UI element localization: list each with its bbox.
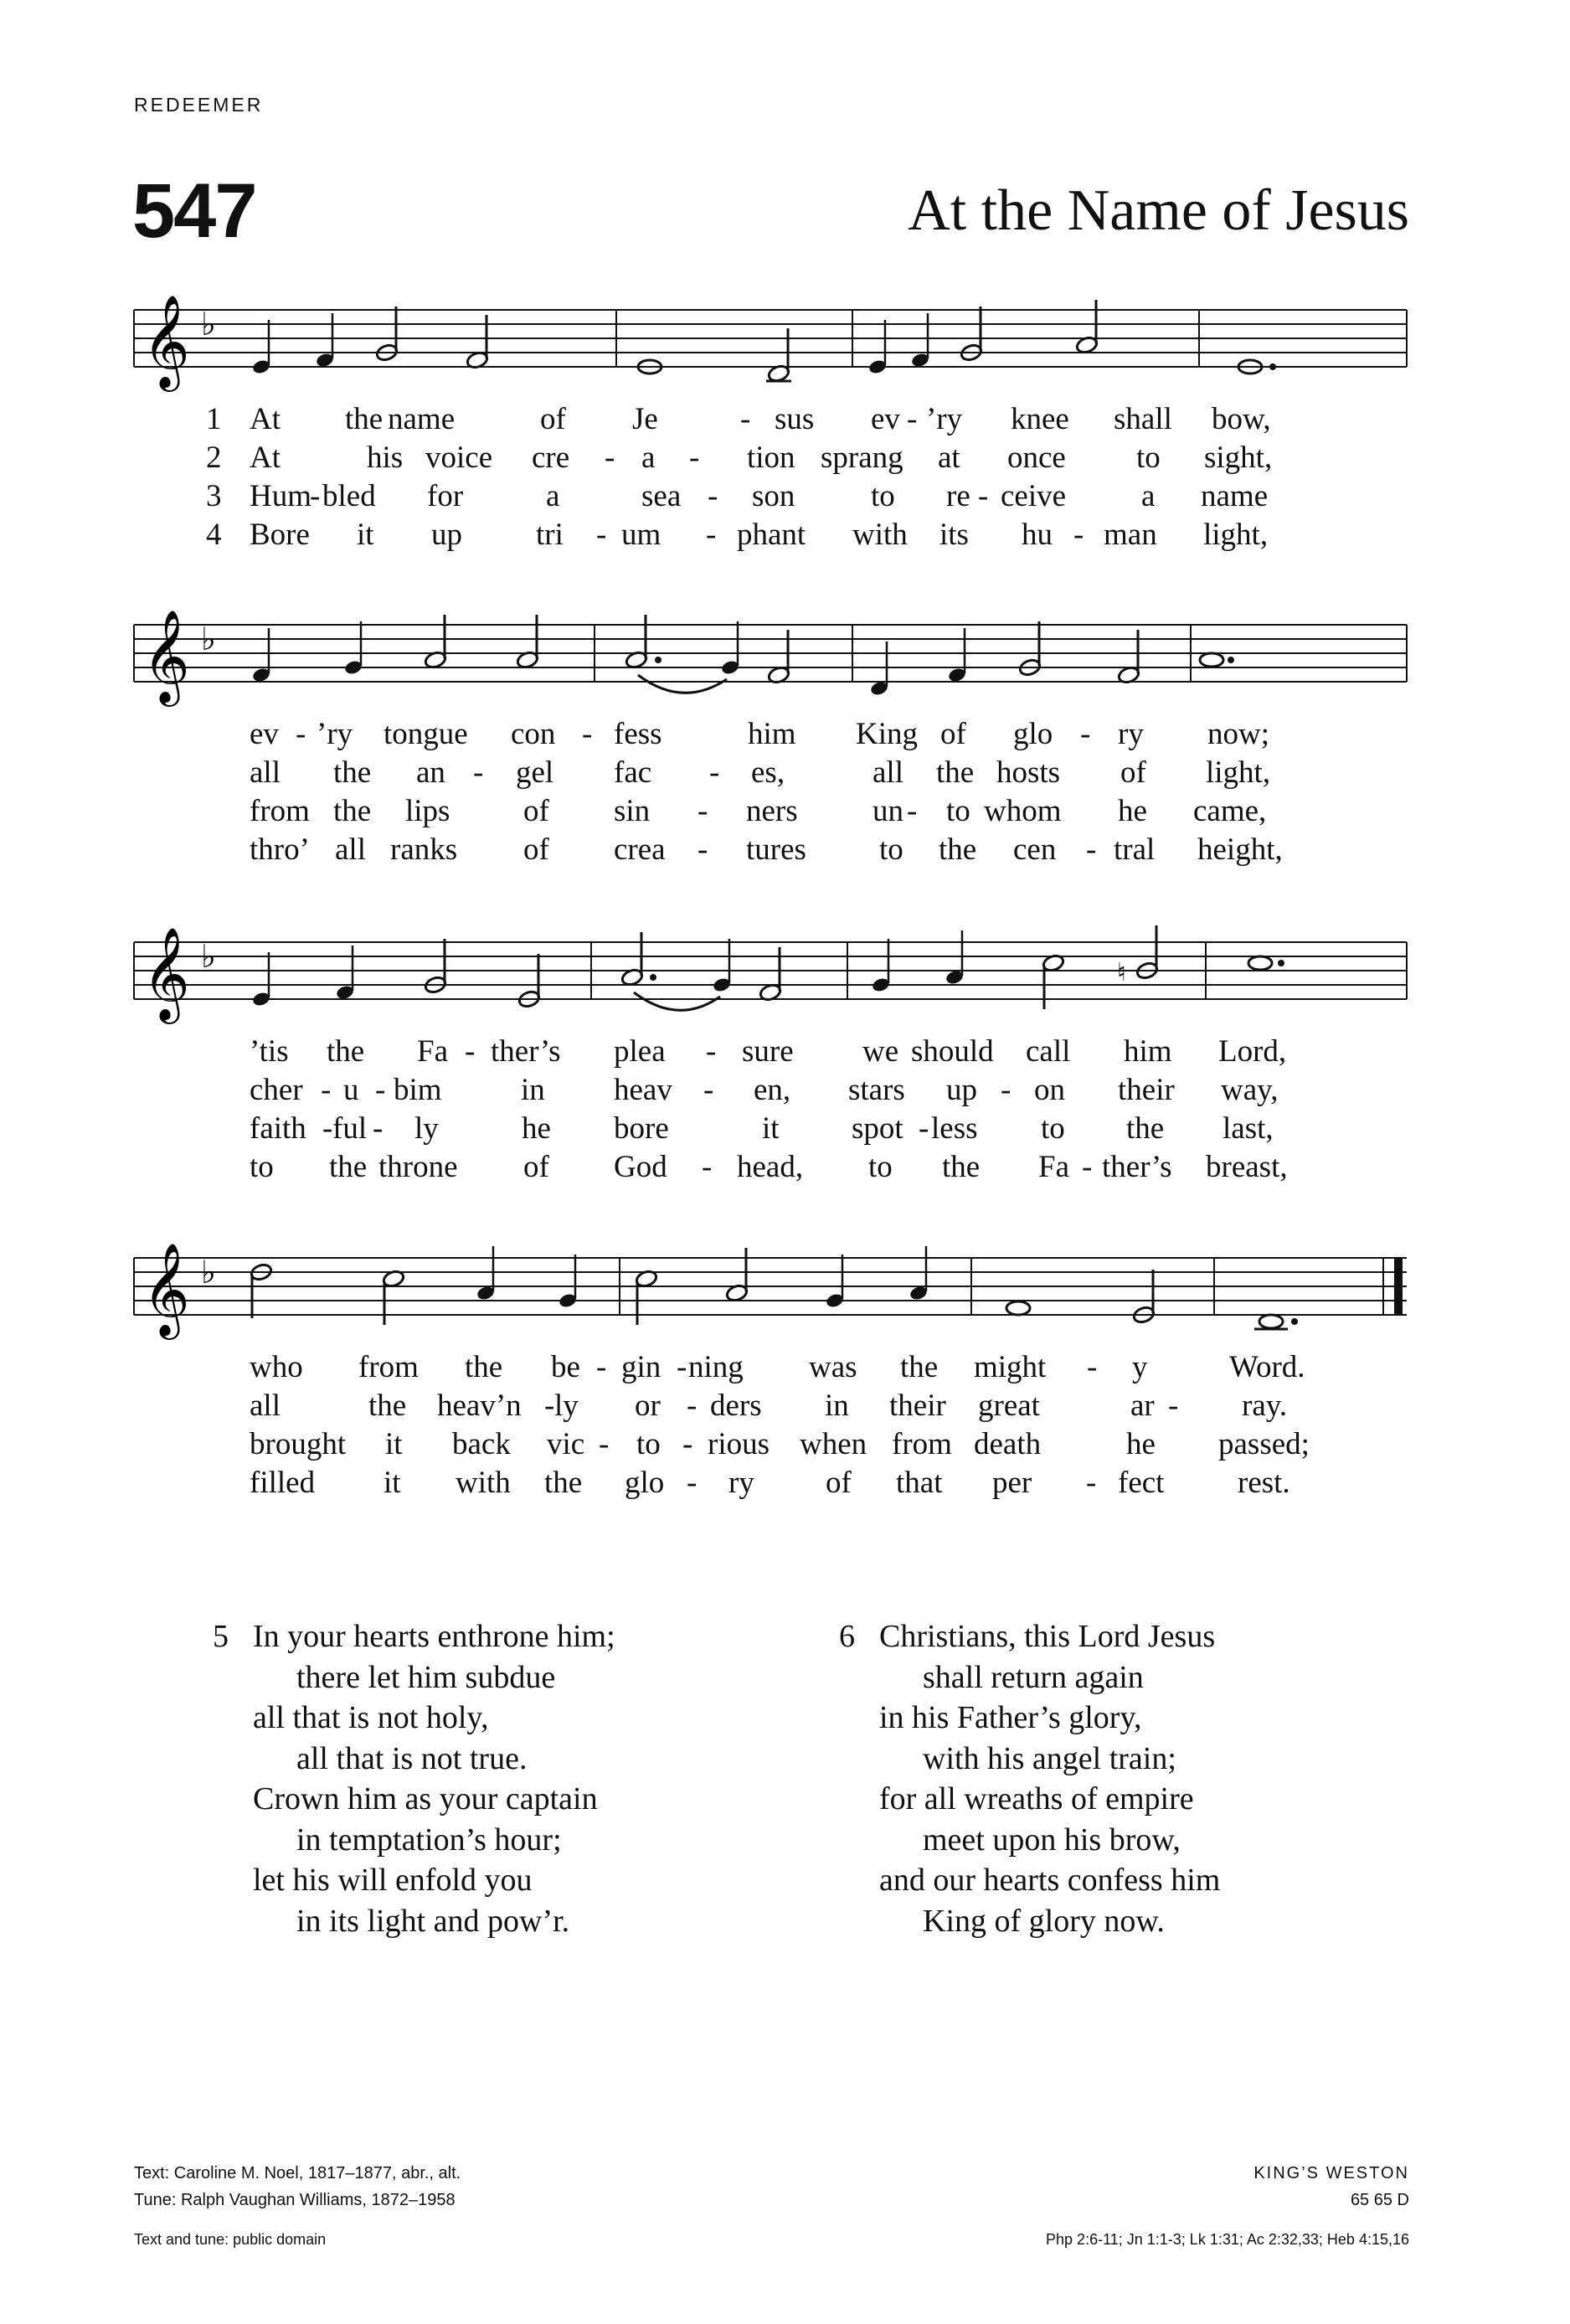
lyric-syllable: tongue — [383, 717, 468, 751]
lyric-syllable: brought — [250, 1427, 347, 1461]
lyric-syllable: of — [826, 1466, 852, 1500]
treble-clef-icon: 𝄞 — [142, 294, 190, 388]
stanza-line: Christians, this Lord Jesus — [879, 1619, 1216, 1654]
stanza-line: meet upon his brow, — [923, 1822, 1181, 1858]
lyric-syllable: ly — [414, 1111, 439, 1146]
lyric-syllable: he — [1118, 794, 1147, 828]
lyric-syllable: con — [511, 717, 556, 751]
lyric-syllable: Word. — [1229, 1350, 1305, 1384]
lyric-syllable: the — [1126, 1111, 1165, 1146]
lyric-syllable: bow, — [1212, 402, 1271, 436]
stanza-line: for all wreaths of empire — [879, 1781, 1194, 1816]
lyric-syllable: to — [1136, 441, 1161, 475]
lyric-syllable: a — [1141, 479, 1156, 513]
lyric-syllable: of — [523, 1150, 549, 1184]
lyric-syllable: - — [682, 1427, 693, 1461]
lyric-syllable: ray. — [1242, 1389, 1288, 1423]
lyric-syllable: bim — [394, 1073, 442, 1107]
lyric-syllable: the — [544, 1466, 583, 1500]
lyric-syllable: the — [368, 1389, 407, 1423]
hymn-number: 547 — [132, 168, 256, 254]
lyric-syllable: - — [740, 402, 751, 436]
lyric-syllable: for — [427, 479, 464, 513]
lyric-syllable: faith — [250, 1111, 306, 1146]
lyric-syllable: to — [879, 832, 903, 867]
lyric-syllable: to — [1041, 1111, 1065, 1146]
lyric-syllable: on — [1034, 1073, 1065, 1107]
lyric-syllable: name — [388, 402, 456, 436]
lyric-syllable: - — [907, 402, 918, 436]
lyric-syllable: cre — [532, 441, 570, 475]
lyric-syllable: - — [321, 1073, 332, 1107]
lyric-syllable: bled — [322, 479, 376, 513]
lyric-syllable: sus — [775, 402, 815, 436]
stanza-6 — [839, 1616, 1221, 1941]
lyric-syllable: - — [375, 1073, 386, 1107]
lyric-syllable: gin — [621, 1350, 661, 1384]
lyric-syllable: death — [974, 1427, 1042, 1461]
lyric-syllable: phant — [737, 518, 806, 552]
lyric-syllable: of — [523, 832, 549, 867]
lyric-syllable: plea — [614, 1034, 666, 1069]
lyric-syllable: - — [677, 1350, 687, 1384]
lyric-syllable: the — [327, 1034, 365, 1069]
lyric-syllable: an — [416, 755, 445, 790]
lyric-syllable: - — [1087, 1350, 1098, 1384]
verse-number: 4 — [206, 518, 222, 552]
lyric-syllable: - — [1001, 1073, 1011, 1107]
lyric-syllable: should — [911, 1034, 994, 1069]
lyric-syllable: ’ry — [317, 717, 353, 751]
lyric-syllable: who — [250, 1350, 303, 1384]
stanza-line: all that is not true. — [296, 1740, 528, 1776]
lyric-syllable: less — [931, 1111, 978, 1146]
lyric-syllable: ry — [1118, 717, 1144, 751]
lyric-syllable: back — [452, 1427, 511, 1461]
lyric-syllable: Bore — [250, 518, 310, 552]
lyric-syllable: great — [978, 1389, 1040, 1423]
lyric-syllable: tion — [747, 441, 795, 475]
lyric-syllable: ners — [746, 794, 798, 828]
lyric-syllable: fess — [614, 717, 662, 751]
lyric-syllable: - — [1080, 717, 1091, 751]
lyric-syllable: ’ry — [926, 402, 963, 436]
lyric-syllable: in — [521, 1073, 545, 1107]
lyric-syllable: ther’s — [1102, 1150, 1172, 1184]
tune-credit: Tune: Ralph Vaughan Williams, 1872–1958 — [134, 2191, 456, 2209]
lyric-syllable: - — [544, 1389, 555, 1423]
slur-icon — [638, 675, 727, 693]
stanza-line: all that is not holy, — [253, 1700, 489, 1735]
lyric-syllable: - — [709, 755, 720, 790]
lyric-syllable: stars — [848, 1073, 905, 1107]
natural-sign-icon: ♮ — [1117, 958, 1126, 987]
lyric-syllable: - — [599, 1427, 610, 1461]
lyric-syllable: all — [335, 832, 366, 867]
lyric-syllable: from — [358, 1350, 419, 1384]
stanza-line: in temptation’s hour; — [296, 1822, 562, 1858]
scripture-references: Php 2:6-11; Jn 1:1-3; Lk 1:31; Ac 2:32,33; Heb 4:15,16 — [1046, 2231, 1409, 2248]
lyric-syllable: - — [697, 794, 708, 828]
lyric-syllable: with — [456, 1466, 511, 1500]
lyric-syllable: of — [1120, 755, 1146, 790]
lyric-syllable: to — [871, 479, 895, 513]
music-system-1 — [0, 285, 1570, 586]
lyric-syllable: shall — [1114, 402, 1172, 436]
lyric-syllable: gel — [516, 755, 554, 790]
lyric-syllable: his — [367, 441, 404, 475]
lyric-syllable: rest. — [1238, 1466, 1290, 1500]
stanza-line: let his will enfold you — [253, 1863, 533, 1898]
lyric-syllable: ranks — [390, 832, 458, 867]
treble-clef-icon: 𝄞 — [142, 926, 190, 1020]
stanza-line: and our hearts confess him — [879, 1863, 1221, 1898]
lyric-syllable: son — [752, 479, 795, 513]
flat-key-signature-icon: ♭ — [201, 621, 216, 657]
tune-name: KING’S WESTON — [1253, 2164, 1409, 2182]
lyric-syllable: the — [939, 832, 977, 867]
lyric-syllable: might — [974, 1350, 1047, 1384]
lyric-syllable: spot — [852, 1111, 903, 1146]
lyric-syllable: un — [873, 794, 903, 828]
hymn-title: At the Name of Jesus — [908, 178, 1409, 243]
lyric-syllable: knee — [1011, 402, 1069, 436]
lyric-syllable: the — [942, 1150, 981, 1184]
lyric-syllable: Hum — [250, 479, 311, 513]
stanza-line: there let him subdue — [296, 1659, 556, 1695]
lyric-syllable: sprang — [821, 441, 903, 475]
lyric-syllable: re — [946, 479, 970, 513]
lyric-syllable: - — [702, 1150, 713, 1184]
lyric-syllable: with — [852, 518, 908, 552]
slur-icon — [634, 992, 720, 1010]
lyric-syllable: name — [1201, 479, 1269, 513]
lyric-syllable: throne — [378, 1150, 458, 1184]
lyric-syllable: the — [936, 755, 975, 790]
lyric-syllable: tral — [1114, 832, 1156, 867]
lyric-syllable: at — [938, 441, 960, 475]
lyric-syllable: glo — [1013, 717, 1053, 751]
lyric-syllable: up — [946, 1073, 977, 1107]
lyric-syllable: him — [1124, 1034, 1172, 1069]
lyric-syllable: At — [250, 402, 281, 436]
flat-key-signature-icon: ♭ — [201, 938, 216, 975]
lyric-syllable: passed; — [1218, 1427, 1310, 1461]
lyric-syllable: - — [978, 479, 989, 513]
lyric-syllable: - — [907, 794, 918, 828]
lyric-syllable: to — [946, 794, 970, 828]
lyric-syllable: ly — [554, 1389, 579, 1423]
lyric-syllable: ’tis — [250, 1034, 289, 1069]
lyric-syllable: when — [800, 1427, 867, 1461]
lyric-syllable: u — [343, 1073, 359, 1107]
lyric-syllable: - — [322, 1111, 333, 1146]
staff-1 — [0, 285, 1570, 410]
lyric-syllable: hu — [1022, 518, 1053, 552]
lyric-syllable: ceive — [1001, 479, 1067, 513]
lyric-syllable: Je — [632, 402, 658, 436]
lyric-syllable: that — [896, 1466, 943, 1500]
lyric-syllable: rious — [708, 1427, 770, 1461]
lyric-syllable: the — [345, 402, 383, 436]
lyric-syllable: - — [465, 1034, 476, 1069]
lyric-syllable: of — [523, 794, 549, 828]
flat-key-signature-icon: ♭ — [201, 1254, 216, 1291]
lyric-syllable: tures — [746, 832, 806, 867]
lyric-syllable: to — [250, 1150, 274, 1184]
verse-number: 2 — [206, 441, 222, 475]
lyric-syllable: - — [1086, 832, 1097, 867]
lyric-syllable: - — [706, 518, 717, 552]
treble-clef-icon: 𝄞 — [142, 1242, 190, 1336]
lyric-syllable: its — [939, 518, 969, 552]
lyric-syllable: - — [582, 717, 593, 751]
lyric-syllable: head, — [737, 1150, 804, 1184]
lyric-syllable: sure — [742, 1034, 794, 1069]
stanza-line: Crown him as your captain — [253, 1781, 598, 1816]
lyric-syllable: was — [809, 1350, 857, 1384]
lyric-syllable: way, — [1221, 1073, 1279, 1107]
lyric-syllable: from — [892, 1427, 952, 1461]
lyric-syllable: light, — [1203, 518, 1269, 552]
lyric-syllable: heav — [614, 1073, 672, 1107]
staff-2 — [0, 600, 1570, 725]
lyric-syllable: vic — [547, 1427, 585, 1461]
lyric-syllable: or — [635, 1389, 661, 1423]
staff-4 — [0, 1233, 1570, 1358]
lyric-syllable: ev — [250, 717, 279, 751]
lyric-syllable: - — [310, 479, 321, 513]
lyric-syllable: the — [333, 755, 372, 790]
lyric-syllable: voice — [425, 441, 493, 475]
lyric-syllable: he — [1126, 1427, 1156, 1461]
lyric-syllable: it — [357, 518, 374, 552]
lyric-syllable: cen — [1013, 832, 1057, 867]
stanza-number: 5 — [213, 1619, 229, 1654]
lyric-syllable: in — [825, 1389, 849, 1423]
lyric-syllable: hosts — [996, 755, 1061, 790]
lyric-syllable: light, — [1206, 755, 1271, 790]
lyric-syllable: height, — [1197, 832, 1283, 867]
lyric-syllable: all — [873, 755, 903, 790]
lyric-syllable: their — [889, 1389, 946, 1423]
lyric-syllable: fac — [614, 755, 652, 790]
lyric-syllable: all — [250, 1389, 281, 1423]
lyric-syllable: ning — [688, 1350, 744, 1384]
lyric-syllable: we — [862, 1034, 899, 1069]
stanza-line: shall return again — [923, 1659, 1144, 1695]
lyric-syllable: ev — [871, 402, 900, 436]
stanza-line: in his Father’s glory, — [879, 1700, 1142, 1735]
lyric-syllable: Fa — [417, 1034, 448, 1069]
music-system-4 — [0, 1233, 1570, 1534]
staff-3 — [0, 917, 1570, 1043]
lyric-syllable: Lord, — [1218, 1034, 1287, 1069]
lyric-syllable: - — [1168, 1389, 1179, 1423]
lyric-syllable: King — [856, 717, 918, 751]
lyric-syllable: filled — [250, 1466, 316, 1500]
lyric-syllable: the — [465, 1350, 503, 1384]
verse-number: 3 — [206, 479, 222, 513]
lyric-syllable: - — [919, 1111, 929, 1146]
lyric-syllable: sea — [641, 479, 682, 513]
lyric-syllable: God — [614, 1150, 667, 1184]
lyric-syllable: - — [473, 755, 484, 790]
lyric-syllable: - — [689, 441, 700, 475]
lyric-syllable: to — [868, 1150, 893, 1184]
lyric-syllable: a — [641, 441, 656, 475]
lyric-syllable: their — [1118, 1073, 1175, 1107]
lyric-syllable: - — [1086, 1466, 1097, 1500]
lyric-syllable: - — [596, 1350, 607, 1384]
stanza-line: with his angel train; — [923, 1740, 1176, 1776]
lyric-syllable: came, — [1193, 794, 1267, 828]
lyric-syllable: to — [636, 1427, 661, 1461]
lyric-syllable: es, — [751, 755, 785, 790]
lyric-syllable: - — [605, 441, 615, 475]
lyric-syllable: - — [596, 518, 607, 552]
lyric-syllable: he — [522, 1111, 551, 1146]
lyric-syllable: crea — [614, 832, 666, 867]
lyric-syllable: whom — [984, 794, 1062, 828]
lyric-syllable: the — [900, 1350, 939, 1384]
meter: 65 65 D — [1350, 2191, 1409, 2209]
lyric-syllable: cher — [250, 1073, 303, 1107]
lyric-syllable: - — [697, 832, 708, 867]
lyric-syllable: - — [687, 1466, 697, 1500]
lyric-syllable: bore — [614, 1111, 669, 1146]
stanza-number: 6 — [839, 1619, 855, 1654]
lyric-syllable: ders — [710, 1389, 762, 1423]
lyric-syllable: glo — [625, 1466, 665, 1500]
lyric-syllable: the — [329, 1150, 368, 1184]
lyric-syllable: the — [333, 794, 372, 828]
final-barline-icon — [1394, 1258, 1403, 1315]
section-label: REDEEMER — [134, 94, 264, 116]
lyric-syllable: sight, — [1204, 441, 1273, 475]
verse-number: 1 — [206, 402, 222, 436]
lyric-syllable: last, — [1223, 1111, 1274, 1146]
lyric-syllable: it — [762, 1111, 780, 1146]
lyric-syllable: lips — [405, 794, 450, 828]
music-system-3 — [0, 917, 1570, 1219]
lyric-syllable: per — [992, 1466, 1032, 1500]
lyric-syllable: man — [1104, 518, 1157, 552]
lyric-syllable: - — [706, 1034, 717, 1069]
lyric-syllable: him — [748, 717, 796, 751]
lyric-syllable: from — [250, 794, 310, 828]
lyric-syllable: once — [1007, 441, 1066, 475]
stanza-line: In your hearts enthrone him; — [253, 1619, 615, 1654]
treble-clef-icon: 𝄞 — [142, 609, 190, 703]
lyric-syllable: of — [540, 402, 566, 436]
lyric-syllable: tri — [536, 518, 564, 552]
lyric-syllable: heav’n — [437, 1389, 522, 1423]
lyric-syllable: now; — [1207, 717, 1269, 751]
lyric-syllable: thro’ — [250, 832, 310, 867]
lyric-syllable: - — [296, 717, 306, 751]
rights-notice: Text and tune: public domain — [134, 2231, 327, 2248]
lyric-syllable: all — [250, 755, 281, 790]
lyric-syllable: ar — [1130, 1389, 1155, 1423]
lyric-syllable: it — [383, 1466, 401, 1500]
lyric-syllable: up — [431, 518, 462, 552]
lyric-syllable: - — [373, 1111, 383, 1146]
lyric-syllable: ry — [728, 1466, 754, 1500]
lyric-syllable: en, — [754, 1073, 791, 1107]
lyric-syllable: ful — [332, 1111, 368, 1146]
lyric-syllable: ther’s — [491, 1034, 561, 1069]
flat-key-signature-icon: ♭ — [201, 306, 216, 343]
lyric-syllable: a — [546, 479, 560, 513]
text-credit: Text: Caroline M. Noel, 1817–1877, abr., alt. — [134, 2164, 461, 2182]
stanza-line: King of glory now. — [923, 1903, 1165, 1939]
lyric-syllable: Fa — [1038, 1150, 1069, 1184]
stanza-line: in its light and pow’r. — [296, 1903, 570, 1939]
lyric-syllable: - — [703, 1073, 714, 1107]
lyric-syllable: - — [708, 479, 718, 513]
lyric-syllable: of — [940, 717, 966, 751]
lyric-syllable: call — [1026, 1034, 1071, 1069]
lyric-syllable: um — [621, 518, 661, 552]
lyric-syllable: At — [250, 441, 281, 475]
lyric-syllable: be — [551, 1350, 580, 1384]
music-system-2 — [0, 600, 1570, 901]
lyric-syllable: - — [1082, 1150, 1093, 1184]
lyric-syllable: - — [687, 1389, 697, 1423]
lyric-syllable: - — [1073, 518, 1084, 552]
lyric-syllable: y — [1132, 1350, 1148, 1384]
lyric-syllable: it — [385, 1427, 403, 1461]
lyric-syllable: breast, — [1206, 1150, 1288, 1184]
stanza-5 — [213, 1616, 615, 1941]
lyric-syllable: sin — [614, 794, 651, 828]
lyric-syllable: fect — [1118, 1466, 1165, 1500]
